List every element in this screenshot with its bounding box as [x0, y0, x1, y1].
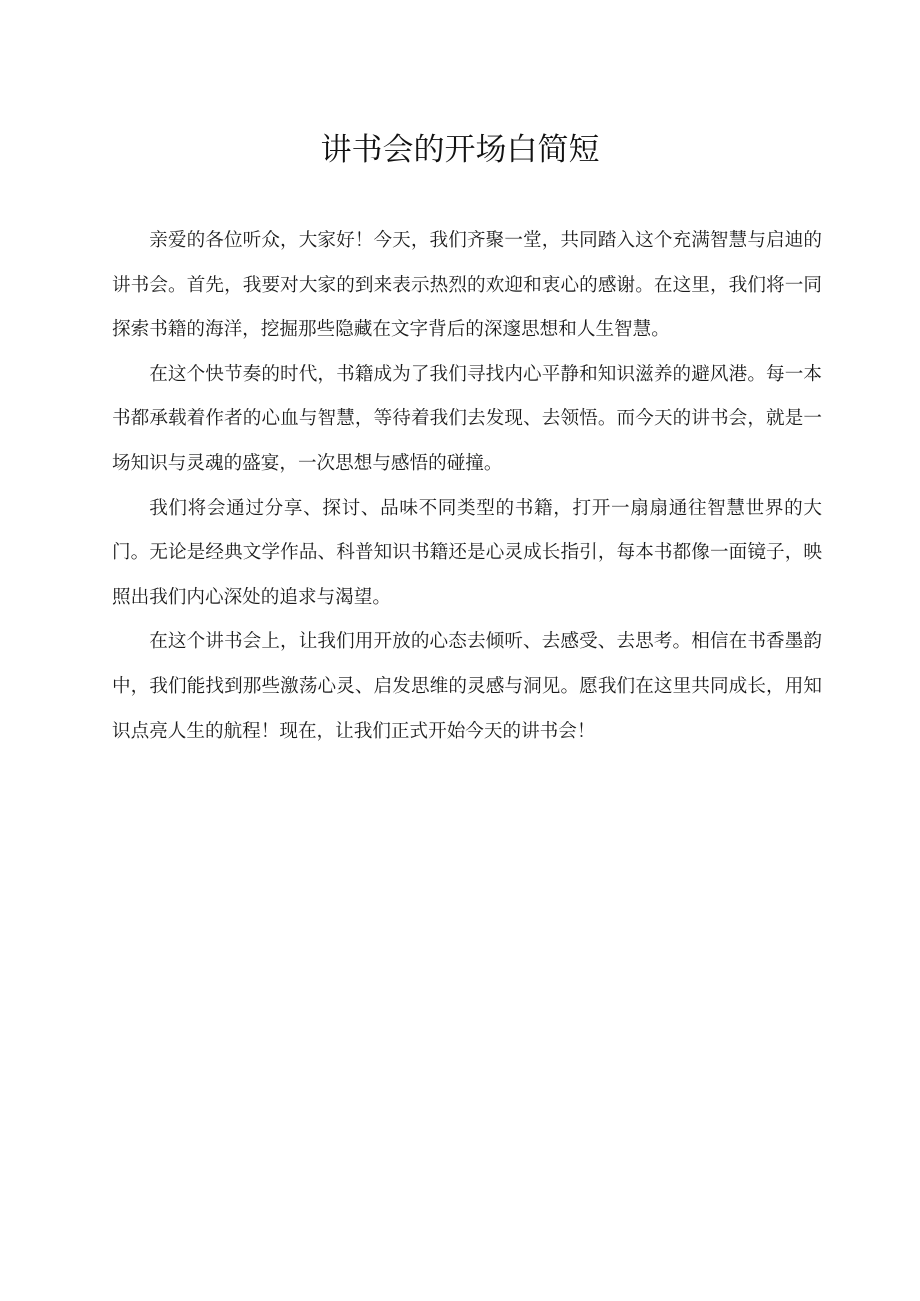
paragraph-sharing: 我们将会通过分享、探讨、品味不同类型的书籍，打开一扇扇通往智慧世界的大门。无论是经典文学作品、科普知识书籍还是心灵成长指引，每本书都像一面镜子，映照出我们内心深处的追求与渴望。: [112, 497, 822, 608]
paragraph-books-haven: 在这个快节奏的时代，书籍成为了我们寻找内心平静和知识滋养的避风港。每一本书都承载着作者的心血与智慧，等待着我们去发现、去领悟。而今天的讲书会，就是一场知识与灵魂的盛宴，一次思想与感悟的碰撞。: [112, 363, 822, 474]
document-title: 讲书会的开场白简短: [320, 132, 600, 168]
paragraph-welcome: 亲爱的各位听众，大家好！今天，我们齐聚一堂，共同踏入这个充满智慧与启迪的讲书会。首先，我要对大家的到来表示热烈的欢迎和衷心的感谢。在这里，我们将一同探索书籍的海洋，挖掘那些隐藏在文字背后的深邃思想和人生智慧。: [112, 230, 822, 341]
document-body: [112, 219, 822, 754]
paragraph-closing: 在这个讲书会上，让我们用开放的心态去倾听、去感受、去思考。相信在书香墨韵中，我们能找到那些激荡心灵、启发思维的灵感与洞见。愿我们在这里共同成长，用知识点亮人生的航程！现在，让我们正式开始今天的讲书会！: [112, 631, 822, 742]
